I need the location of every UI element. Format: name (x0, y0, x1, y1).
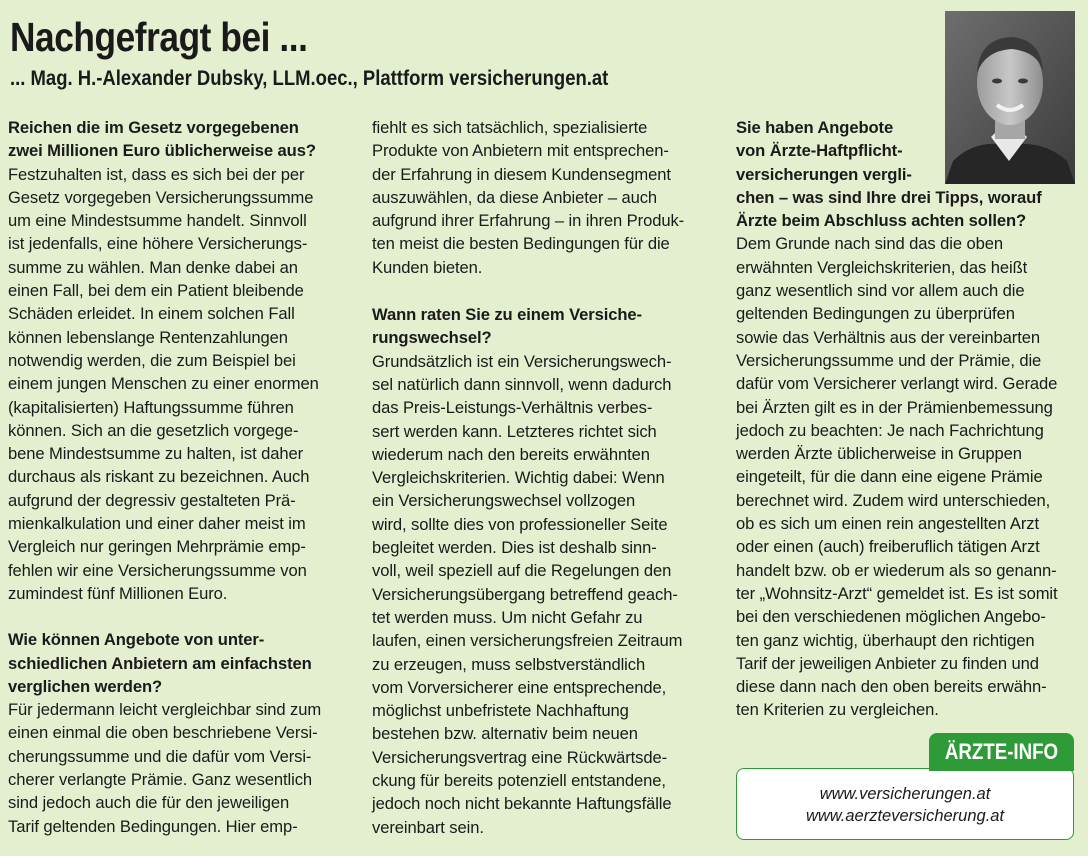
link-versicherungen[interactable]: www.versicherungen.at (819, 785, 991, 803)
text-line: Kunden bieten. (372, 257, 483, 277)
text-line: einen Fall, bei dem ein Patient bleibende (8, 281, 304, 301)
article-column-3 (736, 116, 1081, 722)
answer-1 (8, 163, 360, 606)
text-line: aufgrund ihrer Erfahrung – in ihren Produk- (372, 211, 685, 231)
text-line: sowie das Verhältnis aus der vereinbarten (736, 327, 1040, 347)
text-line: Wie können Angebote von unter- (8, 630, 265, 650)
question-2 (8, 628, 360, 698)
text-line: Wann raten Sie zu einem Versiche- (372, 305, 642, 325)
text-line: der Erfahrung in diesem Kundensegment (372, 164, 671, 184)
text-line: cherungssumme und die dafür vom Versi- (8, 746, 312, 766)
text-line: bene Mindestsumme zu halten, ist daher (8, 444, 304, 464)
text-line: sind jedoch auch die für den jeweiligen (8, 793, 290, 813)
text-line: Produkte von Anbietern mit entsprechen- (372, 141, 669, 161)
text-line: dafür vom Versicherer verlangt wird. Gerade (736, 374, 1058, 394)
text-line: sert werden kann. Letzteres richtet sich (372, 421, 657, 441)
text-line: durchaus als riskant zu bezeichnen. Auch (8, 467, 310, 487)
text-line: um eine Mindestsumme handelt. Sinnvoll (8, 211, 307, 231)
text-line: jedoch zu beachten: Je nach Fachrichtung (736, 420, 1044, 440)
text-line: fehlen wir eine Versicherungssumme von (8, 560, 307, 580)
text-line: ganz wesentlich sind vor allem auch die (736, 281, 1025, 301)
text-line: ten ganz wichtig, überhaupt den richtigen (736, 630, 1035, 650)
text-line: ist jedenfalls, eine höhere Versicherungs- (8, 234, 308, 254)
page-subtitle: ... Mag. H.-Alexander Dubsky, LLM.oec., Plattform versicherungen.at (10, 67, 609, 90)
text-line: bei den verschiedenen möglichen Angebo- (736, 607, 1046, 627)
text-line: tet werden muss. Um nicht Gefahr zu (372, 607, 643, 627)
text-line: laufen, einen versicherungsfreien Zeitraum (372, 631, 683, 651)
info-links (737, 783, 1073, 827)
text-line: einen einmal die oben beschriebene Versi- (8, 723, 318, 743)
text-line: rungswechsel? (372, 328, 492, 348)
question-1 (8, 116, 360, 163)
text-line: erwähnten Vergleichskriterien, das heißt (736, 257, 1028, 277)
text-line: ten Kriterien zu vergleichen. (736, 700, 939, 720)
text-line: bestehen bzw. alternativ beim neuen (372, 724, 638, 744)
text-line: Ärzte beim Abschluss achten sollen? (736, 211, 1027, 231)
text-line: können lebenslange Rentenzahlungen (8, 327, 288, 347)
text-line: zu erzeugen, muss selbstverständlich (372, 654, 646, 674)
answer-2-continued (372, 116, 717, 279)
text-line: aufgrund der degressiv gestalteten Prä- (8, 490, 296, 510)
text-line: von Ärzte-Haftpflicht- (736, 141, 903, 161)
text-line: (kapitalisierten) Haftungssumme führen (8, 397, 294, 417)
text-line: chen – was sind Ihre drei Tipps, worauf (736, 187, 1042, 207)
text-line: voll, weil speziell auf die Regelungen den (372, 561, 672, 581)
text-line: mienkalkulation und einer daher meist im (8, 514, 306, 534)
text-line: bei Ärzten gilt es in der Prämienbemessung (736, 397, 1053, 417)
text-line: ckung für bereits potenziell entstandene, (372, 771, 666, 791)
text-line: summe zu wählen. Man denke dabei an (8, 257, 298, 277)
text-line: Vergleich nur geringen Mehrprämie emp- (8, 537, 306, 557)
question-3 (372, 303, 717, 350)
text-line: Schäden erleidet. In einem solchen Fall (8, 304, 295, 324)
text-line: verglichen werden? (8, 676, 163, 696)
text-line: versicherungen vergli- (736, 164, 912, 184)
text-line: sel natürlich dann sinnvoll, wenn dadurch (372, 374, 672, 394)
text-line: möglichst unbefristete Nachhaftung (372, 701, 629, 721)
text-line: Versicherungsübergang betreffend geach- (372, 584, 678, 604)
text-line: Für jedermann leicht vergleichbar sind zum (8, 700, 322, 720)
text-line: jedoch noch nicht bekannte Haftungsfälle (372, 794, 672, 814)
text-line: Festzuhalten ist, dass es sich bei der per (8, 164, 305, 184)
text-line: einem jungen Menschen zu einer enormen (8, 374, 319, 394)
text-line: ob es sich um einen rein angestellten Arzt (736, 514, 1039, 534)
text-line: schiedlichen Anbietern am einfachsten (8, 653, 312, 673)
text-line: Versicherungsvertrag eine Rückwärtsde- (372, 747, 668, 767)
text-line: Tarif der jeweiligen Anbieter zu finden und (736, 653, 1039, 673)
text-line: Dem Grunde nach sind das die oben (736, 234, 1003, 254)
info-tab (929, 733, 1074, 771)
text-line: notwendig werden, die zum Beispiel bei (8, 350, 296, 370)
article-column-2 (372, 116, 717, 839)
text-line: Tarif geltenden Bedingungen. Hier emp- (8, 816, 298, 836)
text-line: werden Ärzte üblicherweise in Gruppen (736, 444, 1022, 464)
text-line: zwei Millionen Euro üblicherweise aus? (8, 141, 316, 161)
text-line: Reichen die im Gesetz vorgegebenen (8, 118, 299, 137)
text-line: begleitet werden. Dies ist deshalb sinn- (372, 538, 657, 558)
text-line: Grundsätzlich ist ein Versicherungswech- (372, 351, 672, 371)
info-tab-label: ÄRZTE-INFO (944, 739, 1059, 764)
text-line: Versicherungssumme und der Prämie, die (736, 350, 1042, 370)
text-line: das Preis-Leistungs-Verhältnis verbes- (372, 398, 653, 418)
text-line: wiederum nach den bereits erwähnten (372, 444, 650, 464)
text-line: auszuwählen, da diese Anbieter – auch (372, 187, 658, 207)
answer-4 (736, 232, 1081, 721)
page-title: Nachgefragt bei ... (10, 14, 308, 60)
info-box (736, 768, 1074, 840)
text-line: ten meist die besten Bedingungen für die (372, 234, 670, 254)
text-line: eingeteilt, für die dann eine eigene Prämie (736, 467, 1043, 487)
text-line: können. Sich an die gesetzlich vorgege- (8, 420, 299, 440)
article-column-1 (8, 116, 360, 838)
text-line: oder einen (auch) freiberuflich tätigen Arzt (736, 537, 1040, 557)
question-4 (736, 116, 1081, 232)
text-line: wird, sollte dies von professioneller Seite (372, 514, 668, 534)
text-line: vereinbart sein. (372, 817, 484, 837)
text-line: zumindest fünf Millionen Euro. (8, 583, 228, 603)
text-line: fiehlt es sich tatsächlich, spezialisierte (372, 118, 648, 137)
answer-3 (372, 350, 717, 839)
answer-2 (8, 698, 360, 838)
text-line: geltenden Bedingungen zu überprüfen (736, 304, 1015, 324)
text-line: vom Vorversicherer eine entsprechende, (372, 677, 667, 697)
text-line: diese dann nach den oben bereits erwähn- (736, 677, 1047, 697)
text-line: ein Versicherungswechsel vollzogen (372, 491, 636, 511)
link-aerzteversicherung[interactable]: www.aerzteversicherung.at (805, 807, 1005, 825)
text-line: Sie haben Angebote (736, 118, 894, 137)
text-line: ter „Wohnsitz-Arzt“ gemeldet ist. Es ist somit (736, 583, 1058, 603)
text-line: handelt bzw. ob er wiederum als so genann- (736, 560, 1057, 580)
text-line: cherer verlangte Prämie. Ganz wesentlich (8, 770, 313, 790)
text-line: Gesetz vorgegeben Versicherungssumme (8, 187, 314, 207)
text-line: berechnet wird. Zudem wird unterschieden, (736, 490, 1051, 510)
text-line: Vergleichskriterien. Wichtig dabei: Wenn (372, 468, 665, 488)
